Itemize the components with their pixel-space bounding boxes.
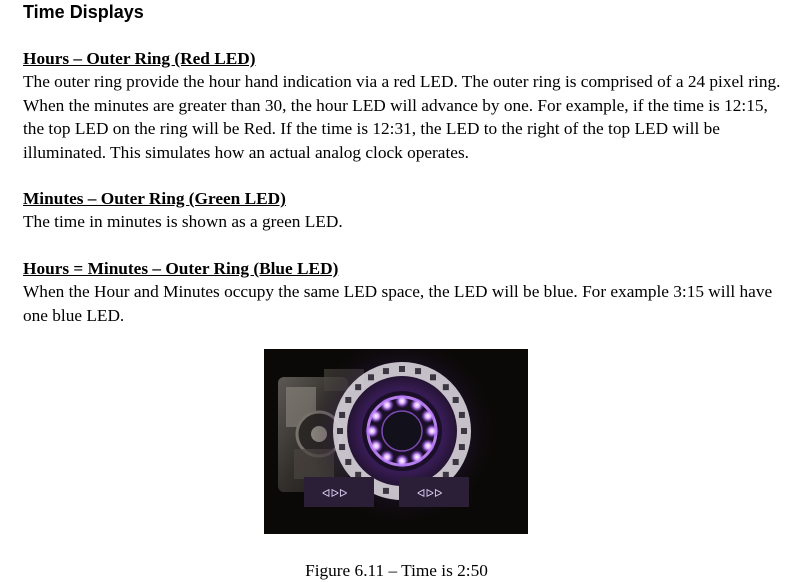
inner-led-pixel	[365, 424, 379, 438]
inner-led-ring	[362, 391, 442, 471]
outer-led-pixel	[355, 384, 361, 390]
section-hours-red	[23, 47, 783, 164]
section-hours-minutes-blue	[23, 257, 783, 327]
panel-label-left: ᐊᐅᐅ	[322, 487, 348, 500]
outer-led-pixel	[339, 412, 345, 418]
outer-led-pixel	[355, 472, 361, 478]
outer-led-pixel	[443, 384, 449, 390]
outer-led-pixel	[368, 374, 374, 380]
inner-led-pixel	[369, 439, 383, 453]
outer-led-pixel	[345, 397, 351, 403]
outer-led-pixel	[459, 412, 465, 418]
outer-led-pixel	[453, 459, 459, 465]
section-body-hours-minutes-blue: When the Hour and Minutes occupy the same LED space, the LED will be blue. For example 3:15 will have one blue LED.	[23, 282, 773, 325]
inner-led-pixel	[410, 398, 424, 412]
led-clock-illustration	[264, 349, 528, 534]
figure-caption-text: Figure 6.11 – Time is 2:50	[305, 561, 488, 580]
document-page	[23, 0, 783, 327]
section-title-hours-red: Hours – Outer Ring (Red LED)	[23, 49, 256, 68]
outer-led-pixel	[383, 368, 389, 374]
outer-led-pixel	[415, 368, 421, 374]
outer-led-pixel	[461, 428, 467, 434]
inner-led-pixel	[410, 450, 424, 464]
outer-led-pixel	[383, 488, 389, 494]
figure-caption	[0, 561, 803, 581]
inner-led-pixel	[380, 450, 394, 464]
inner-led-pixel	[380, 398, 394, 412]
section-body-hours-red: The outer ring provide the hour hand indication via a red LED. The outer ring is comprised of a 24 pixel ring. When the minutes are greater than 30, the hour LED will advance by one. For example, if the time is 12:15, the top LED on the ring will be Red. If the time is 12:31, the LED to the right of the top LED will be illuminated. This simulates how an actual analog clock operates.	[23, 72, 781, 162]
outer-led-pixel	[453, 397, 459, 403]
inner-led-pixel	[421, 439, 435, 453]
inner-led-pixel	[369, 409, 383, 423]
section-title-hours-minutes-blue: Hours = Minutes – Outer Ring (Blue LED)	[23, 258, 339, 278]
outer-led-pixel	[339, 444, 345, 450]
inner-led-pixel	[425, 424, 439, 438]
outer-led-pixel	[337, 428, 343, 434]
section-title-minutes-green: Minutes – Outer Ring (Green LED)	[23, 189, 286, 209]
document-heading: Time Displays	[23, 2, 144, 22]
inner-led-pixel	[395, 394, 409, 408]
led-clock-photo	[264, 349, 528, 534]
panel-label-right: ᐊᐅᐅ	[417, 487, 443, 500]
section-body-minutes-green: The time in minutes is shown as a green LED.	[23, 212, 343, 232]
section-minutes-green	[23, 187, 783, 234]
outer-led-pixel	[345, 459, 351, 465]
outer-led-pixel	[399, 366, 405, 372]
outer-led-pixel	[430, 374, 436, 380]
inner-led-pixel	[421, 409, 435, 423]
outer-led-pixel	[459, 444, 465, 450]
inner-led-pixel	[395, 454, 409, 468]
outer-led-pixel	[443, 472, 449, 478]
